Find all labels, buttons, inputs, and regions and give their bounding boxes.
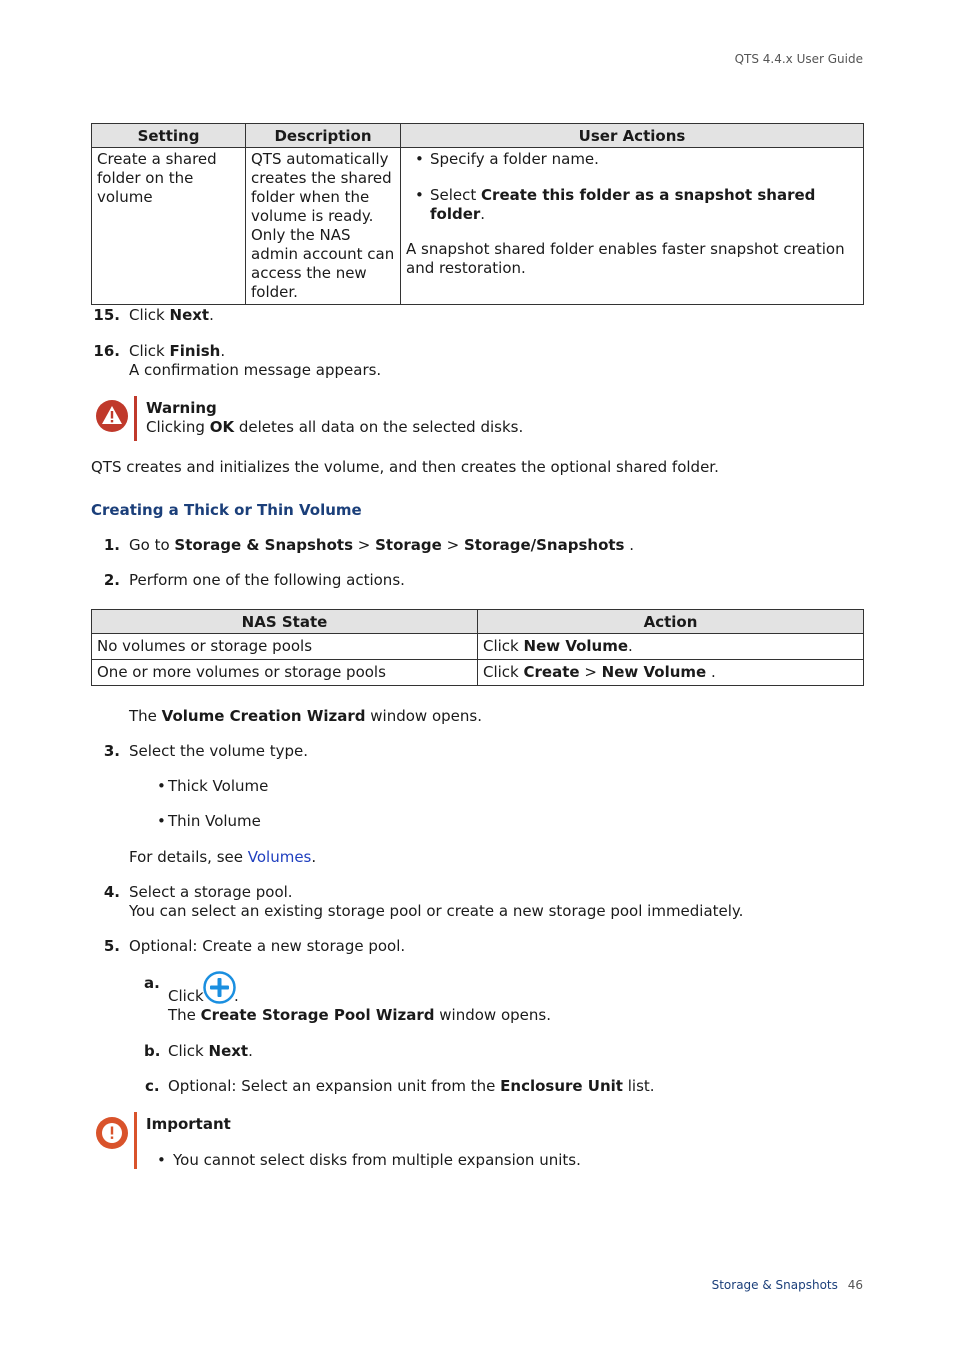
substep-text: Click Next. — [168, 1042, 253, 1060]
list-item: • Specify a folder name. — [401, 150, 858, 169]
setting-cell: Create a shared folder on the volume — [92, 148, 246, 305]
substep-subtext: The Create Storage Pool Wizard window opens. — [168, 1006, 551, 1024]
step-number: 5. — [103, 937, 120, 955]
action-note: A snapshot shared folder enables faster snapshot creation and restoration. — [406, 240, 845, 277]
volumes-link[interactable]: Volumes — [247, 848, 312, 866]
wizard-line: The Volume Creation Wizard window opens. — [129, 707, 482, 725]
table-row — [92, 634, 864, 660]
column-header: NAS State — [92, 610, 478, 634]
substep-suffix: . — [234, 987, 239, 1005]
nas-state-table — [91, 609, 864, 686]
list-item: • Select Create this folder as a snapshot shared folder. — [401, 186, 858, 224]
step-number: 3. — [103, 742, 120, 760]
table-header-row — [92, 124, 864, 148]
table-header-row — [92, 610, 864, 634]
column-header: Description — [246, 124, 401, 148]
important-text: You cannot select disks from multiple expansion units. — [173, 1151, 581, 1169]
step-text: Click Next. — [129, 306, 214, 324]
step-text: Click Finish. — [129, 342, 226, 360]
step-text: Go to Storage & Snapshots > Storage > Storage/Snapshots . — [129, 536, 635, 554]
table-row — [92, 660, 864, 686]
step-subtext: A confirmation message appears. — [129, 361, 382, 379]
action-cell: Click New Volume. — [478, 634, 864, 660]
column-header: Action — [478, 610, 864, 634]
bullet: • — [157, 1151, 166, 1169]
section-heading: Creating a Thick or Thin Volume — [91, 501, 362, 519]
settings-table — [91, 123, 864, 305]
step-number: 16. — [93, 342, 120, 360]
bullet: • — [157, 777, 166, 795]
substep-text: Optional: Select an expansion unit from the Enclosure Unit list. — [168, 1077, 655, 1095]
paragraph: QTS creates and initializes the volume, and then creates the optional shared folder. — [91, 458, 719, 476]
footer-section: Storage & Snapshots — [711, 1278, 838, 1292]
substep-letter: b. — [144, 1042, 161, 1060]
important-title: Important — [146, 1115, 231, 1133]
step-text: Optional: Create a new storage pool. — [129, 937, 406, 955]
step-number: 2. — [103, 571, 120, 589]
column-header: Setting — [92, 124, 246, 148]
step-subtext: You can select an existing storage pool or create a new storage pool immediately. — [129, 902, 744, 920]
warning-icon — [95, 399, 129, 433]
page-number: 46 — [847, 1278, 863, 1292]
step-text: Select a storage pool. — [129, 883, 293, 901]
list-item: Thick Volume — [168, 777, 269, 795]
description-cell: QTS automatically creates the shared folder when the volume is ready. Only the NAS admin account can access the new folder. — [246, 148, 401, 305]
step-text: Select the volume type. — [129, 742, 309, 760]
warning-bar — [134, 396, 137, 441]
state-cell: One or more volumes or storage pools — [92, 660, 478, 686]
list-item: Thin Volume — [168, 812, 261, 830]
bullet: • — [157, 812, 166, 830]
action-cell: Click Create > New Volume . — [478, 660, 864, 686]
substep-letter: c. — [145, 1077, 160, 1095]
important-bar — [134, 1112, 137, 1169]
footer — [712, 1276, 863, 1295]
warning-text: Clicking OK deletes all data on the selected disks. — [146, 418, 524, 436]
user-actions-cell — [401, 148, 864, 305]
substep-text: Click — [168, 987, 204, 1005]
state-cell: No volumes or storage pools — [92, 634, 478, 660]
step-number: 15. — [93, 306, 120, 324]
table-row — [92, 148, 864, 305]
step-text: Perform one of the following actions. — [129, 571, 405, 589]
guide-title: QTS 4.4.x User Guide — [734, 52, 863, 66]
step-number: 4. — [103, 883, 120, 901]
substep-letter: a. — [144, 974, 160, 992]
warning-title: Warning — [146, 399, 217, 417]
details-line: For details, see Volumes. — [129, 848, 317, 866]
column-header: User Actions — [401, 124, 864, 148]
important-icon — [95, 1116, 129, 1150]
plus-circle-icon[interactable] — [203, 971, 236, 1004]
step-number: 1. — [103, 536, 120, 554]
